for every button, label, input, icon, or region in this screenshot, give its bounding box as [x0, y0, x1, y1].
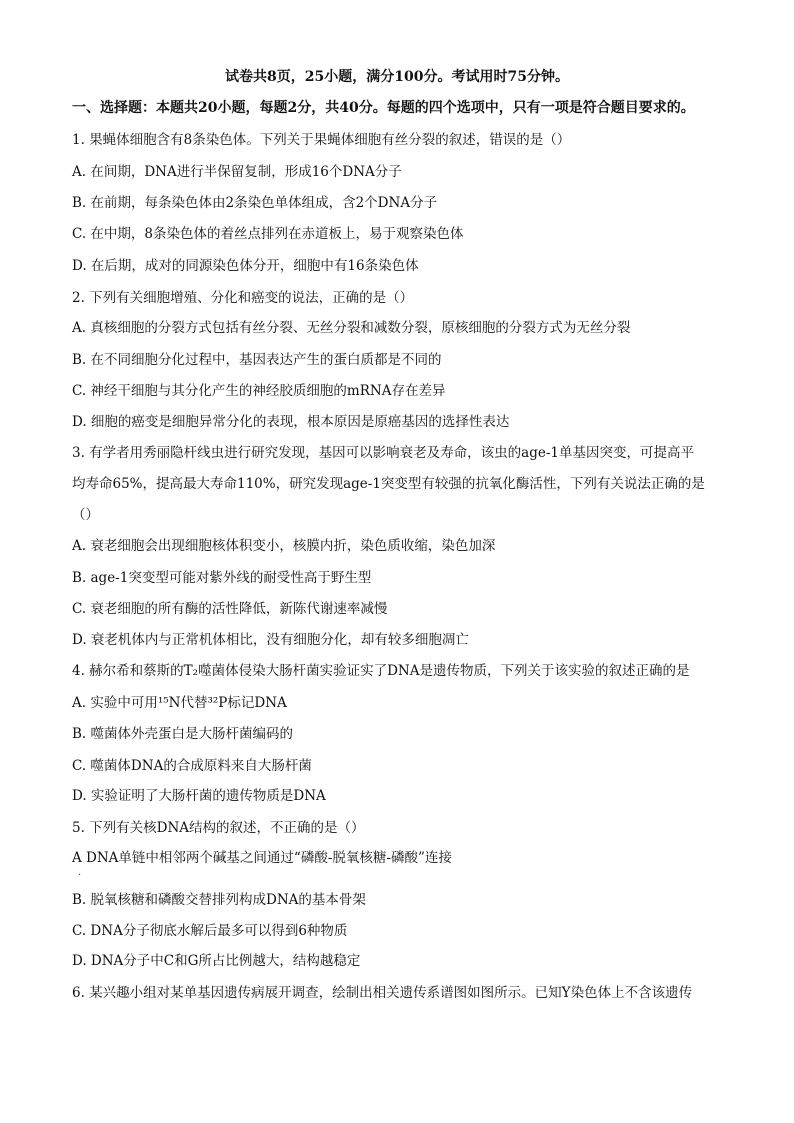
question-line: 5. 下列有关核DNA结构的叙述，不正确的是（）	[72, 820, 365, 836]
section-title: 一、选择题：本题共20小题，每题2分，共40分。每题的四个选项中，只有一项是符合题目要求的。	[72, 100, 695, 116]
question-line: 6. 某兴趣小组对某单基因遗传病展开调查，绘制出相关遗传系谱图如图所示。已知Y染色体上不含该遗传	[72, 985, 693, 1001]
question-line: 1. 果蝇体细胞含有8条染色体。下列关于果蝇体细胞有丝分裂的叙述，错误的是（）	[72, 132, 571, 148]
question-line: 4. 赫尔希和蔡斯的T₂噬菌体侵染大肠杆菌实验证实了DNA是遗传物质，下列关于该实验的叙述正确的是	[72, 663, 690, 679]
question-line: 2. 下列有关细胞增殖、分化和癌变的说法，正确的是（）	[72, 290, 414, 306]
question-line: B. 脱氧核糖和磷酸交替排列构成DNA的基本骨架	[72, 892, 366, 908]
question-line: A. 在间期，DNA进行半保留复制，形成16个DNA分子	[72, 164, 402, 180]
question-line: C. 神经干细胞与其分化产生的神经胶质细胞的mRNA存在差异	[72, 383, 446, 399]
question-line: D. DNA分子中C和G所占比例越大，结构越稳定	[72, 953, 361, 969]
question-line: A. 真核细胞的分裂方式包括有丝分裂、无丝分裂和减数分裂，原核细胞的分裂方式为无丝分裂	[72, 320, 631, 336]
question-line: D. 在后期，成对的同源染色体分开，细胞中有16条染色体	[72, 258, 419, 274]
stray-mark: ·	[78, 870, 82, 881]
question-line: A. 衰老细胞会出现细胞核体积变小，核膜内折，染色质收缩，染色加深	[72, 538, 496, 554]
question-line: 均寿命65%，提高最大寿命110%，研究发现age-1突变型有较强的抗氧化酶活性，下列有关说法正确的是	[72, 476, 705, 492]
question-line: B. 噬菌体外壳蛋白是大肠杆菌编码的	[72, 726, 294, 742]
question-line: A DNA单链中相邻两个碱基之间通过“磷酸-脱氧核糖-磷酸”连接	[72, 850, 452, 866]
question-line: C. 衰老细胞的所有酶的活性降低，新陈代谢速率减慢	[72, 601, 388, 617]
question-line: B. 在不同细胞分化过程中，基因表达产生的蛋白质都是不同的	[72, 352, 442, 368]
question-line: B. age-1突变型可能对紫外线的耐受性高于野生型	[72, 570, 372, 586]
question-line: B. 在前期，每条染色体由2条染色单体组成，含2个DNA分子	[72, 195, 438, 211]
question-line: A. 实验中可用¹⁵N代替³²P标记DNA	[72, 695, 287, 711]
question-line: C. 噬菌体DNA的合成原料来自大肠杆菌	[72, 758, 312, 774]
question-line: D. 实验证明了大肠杆菌的遗传物质是DNA	[72, 788, 326, 804]
exam-info-header: 试卷共8页，25小题，满分100分。考试用时75分钟。	[225, 69, 569, 85]
question-line: C. 在中期，8条染色体的着丝点排列在赤道板上，易于观察染色体	[72, 226, 464, 242]
question-line: 3. 有学者用秀丽隐杆线虫进行研究发现，基因可以影响衰老及寿命，该虫的age-1单基因突变，可提高平	[72, 445, 695, 461]
question-line: D. 衰老机体内与正常机体相比，没有细胞分化，却有较多细胞凋亡	[72, 632, 469, 648]
question-line: D. 细胞的癌变是细胞异常分化的表现，根本原因是原癌基因的选择性表达	[72, 414, 510, 430]
question-line: （）	[72, 507, 99, 523]
question-line: C. DNA分子彻底水解后最多可以得到6种物质	[72, 923, 348, 939]
